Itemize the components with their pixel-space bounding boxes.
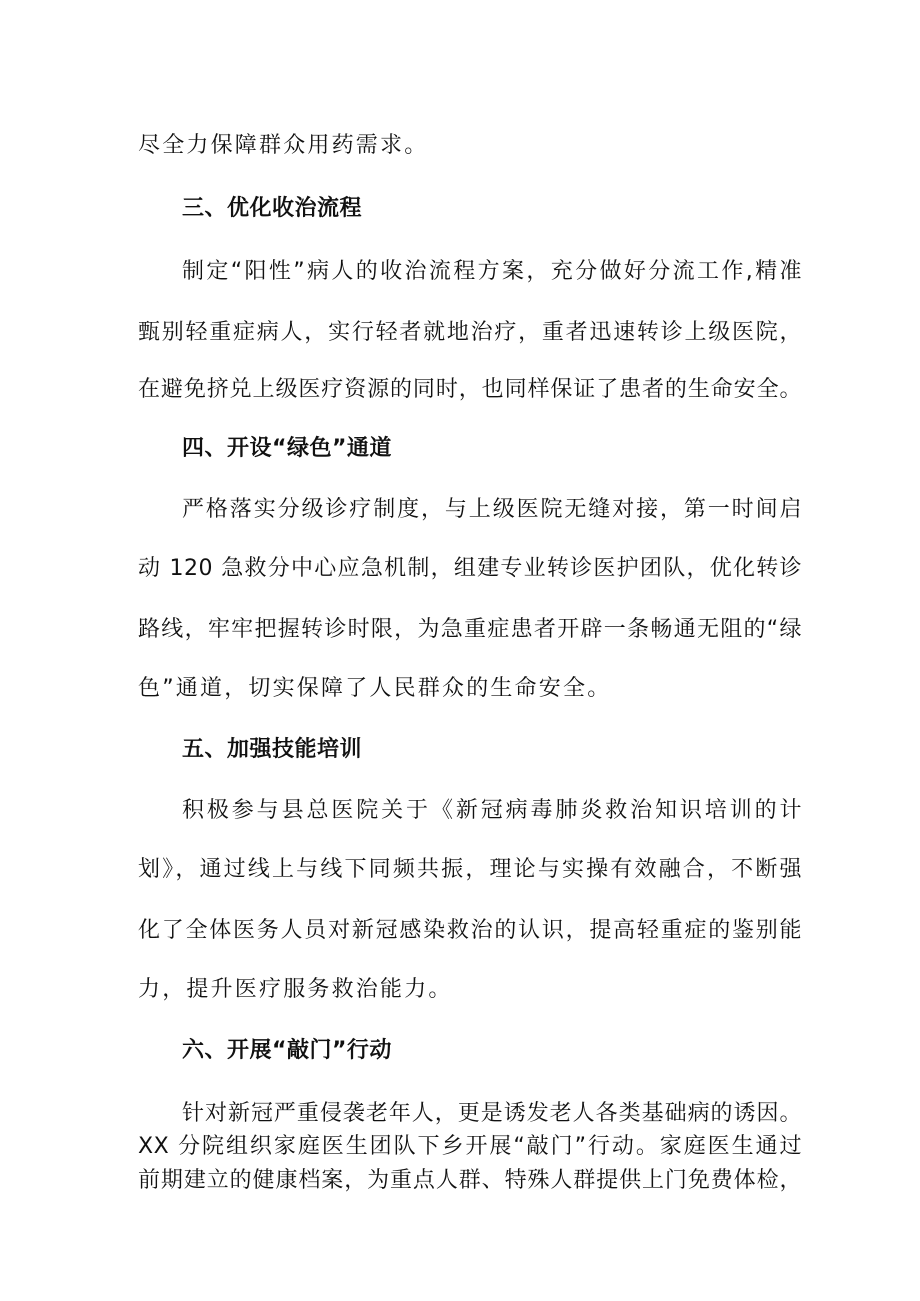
- paragraph-line: 严格落实分级诊疗制度，与上级医院无缝对接，第一时间启: [182, 497, 802, 522]
- section-heading: 六、开展“敲门”行动: [182, 1038, 392, 1063]
- paragraph-line: 针对新冠严重侵袭老年人，更是诱发老人各类基础病的诱因。: [182, 1101, 802, 1126]
- section-heading: 三、优化收治流程: [182, 196, 363, 221]
- paragraph-line: XX 分院组织家庭医生团队下乡开展“敲门”行动。家庭医生通过: [138, 1134, 802, 1159]
- paragraph-line: 划》，通过线上与线下同频共振，理论与实操有效融合，不断强: [138, 857, 802, 882]
- paragraph-line: 制定“阳性”病人的收治流程方案，充分做好分流工作,精准: [182, 259, 802, 284]
- paragraph-line: 在避免挤兑上级医疗资源的同时，也同样保证了患者的生命安全。: [138, 377, 802, 402]
- paragraph-line: 尽全力保障群众用药需求。: [138, 133, 429, 158]
- paragraph-line: 动 120 急救分中心应急机制，组建专业转诊医护团队，优化转诊: [138, 556, 802, 581]
- paragraph-line: 色”通道，切实保障了人民群众的生命安全。: [138, 676, 612, 701]
- paragraph-line: 化了全体医务人员对新冠感染救治的认识，提高轻重症的鉴别能: [138, 918, 802, 943]
- paragraph-line: 甄别轻重症病人，实行轻者就地治疗，重者迅速转诊上级医院，: [138, 320, 802, 345]
- paragraph-line: 力，提升医疗服务救治能力。: [138, 977, 453, 1002]
- paragraph-line: 前期建立的健康档案，为重点人群、特殊人群提供上门免费体检，: [138, 1168, 802, 1193]
- paragraph-line: 积极参与县总医院关于《新冠病毒肺炎救治知识培训的计: [182, 798, 802, 823]
- paragraph-line: 路线，牢牢把握转诊时限，为急重症患者开辟一条畅通无阻的“绿: [138, 617, 802, 642]
- section-heading: 四、开设“绿色”通道: [182, 436, 392, 461]
- section-heading: 五、加强技能培训: [182, 737, 363, 762]
